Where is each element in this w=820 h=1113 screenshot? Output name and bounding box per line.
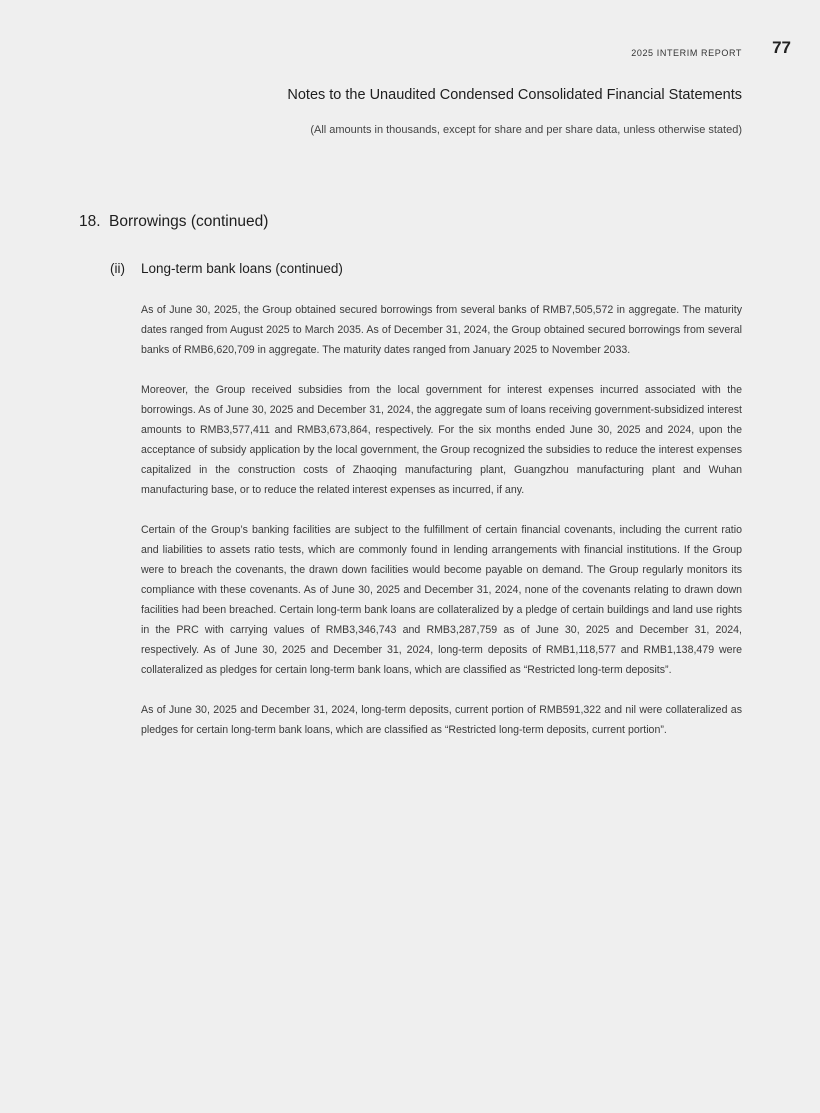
- subsection-number: (ii): [110, 261, 125, 276]
- subsection-heading: [110, 261, 343, 276]
- body-text: [141, 300, 742, 760]
- page-number: 77: [772, 38, 791, 57]
- section-heading: [79, 213, 268, 231]
- section-title: Borrowings (continued): [109, 213, 269, 230]
- report-label: 2025 INTERIM REPORT: [631, 48, 742, 58]
- subsection-title: Long-term bank loans (continued): [141, 261, 343, 276]
- paragraph-covenants: Certain of the Group’s banking facilities are subject to the fulfillment of certain financial covenants, including the current ratio and liabilities to assets ratio tests, which are commonly found in lending arrangements with financial institutions. If the Group were to breach the covenants, the drawn down facilities would become payable on demand. The Group regularly monitors its compliance with these covenants. As of June 30, 2025 and December 31, 2024, none of the covenants relating to drawn down facilities had been breached. Certain long-term bank loans are collateralized by a pledge of certain buildings and land use rights in the PRC with carrying values of RMB3,346,743 and RMB3,287,759 as of June 30, 2025 and December 31, 2024, respectively. As of June 30, 2025 and December 31, 2024, long-term deposits of RMB1,118,577 and RMB1,138,479 were collateralized as pledges for certain long-term bank loans, which are classified as “Restricted long-term deposits”.: [141, 524, 742, 676]
- section-number: 18.: [79, 213, 101, 230]
- paragraph-current-deposits: As of June 30, 2025 and December 31, 2024, long-term deposits, current portion of RMB591,322 and nil were collateralized as pledges for certain long-term bank loans, which are classified as “Restricted long-term deposits, current portion”.: [141, 704, 742, 736]
- notes-title: Notes to the Unaudited Condensed Consolidated Financial Statements: [287, 87, 742, 103]
- amounts-note: (All amounts in thousands, except for share and per share data, unless otherwise stated): [310, 124, 742, 136]
- paragraph-subsidies: Moreover, the Group received subsidies from the local government for interest expenses incurred associated with the borrowings. As of June 30, 2025 and December 31, 2024, the aggregate sum of loans receiving government-subsidized interest amounts to RMB3,577,411 and RMB3,673,864, respectively. For the six months ended June 30, 2025 and 2024, upon the acceptance of subsidy application by the local government, the Group recognized the subsidies to reduce the interest expenses capitalized in the construction costs of Zhaoqing manufacturing plant, Guangzhou manufacturing plant and Wuhan manufacturing base, or to reduce the related interest expenses as incurred, if any.: [141, 384, 742, 496]
- paragraph-secured-borrowings: As of June 30, 2025, the Group obtained secured borrowings from several banks of RMB7,505,572 in aggregate. The maturity dates ranged from August 2025 to March 2035. As of December 31, 2024, the Group obtained secured borrowings from several banks of RMB6,620,709 in aggregate. The maturity dates ranged from January 2025 to November 2033.: [141, 304, 742, 356]
